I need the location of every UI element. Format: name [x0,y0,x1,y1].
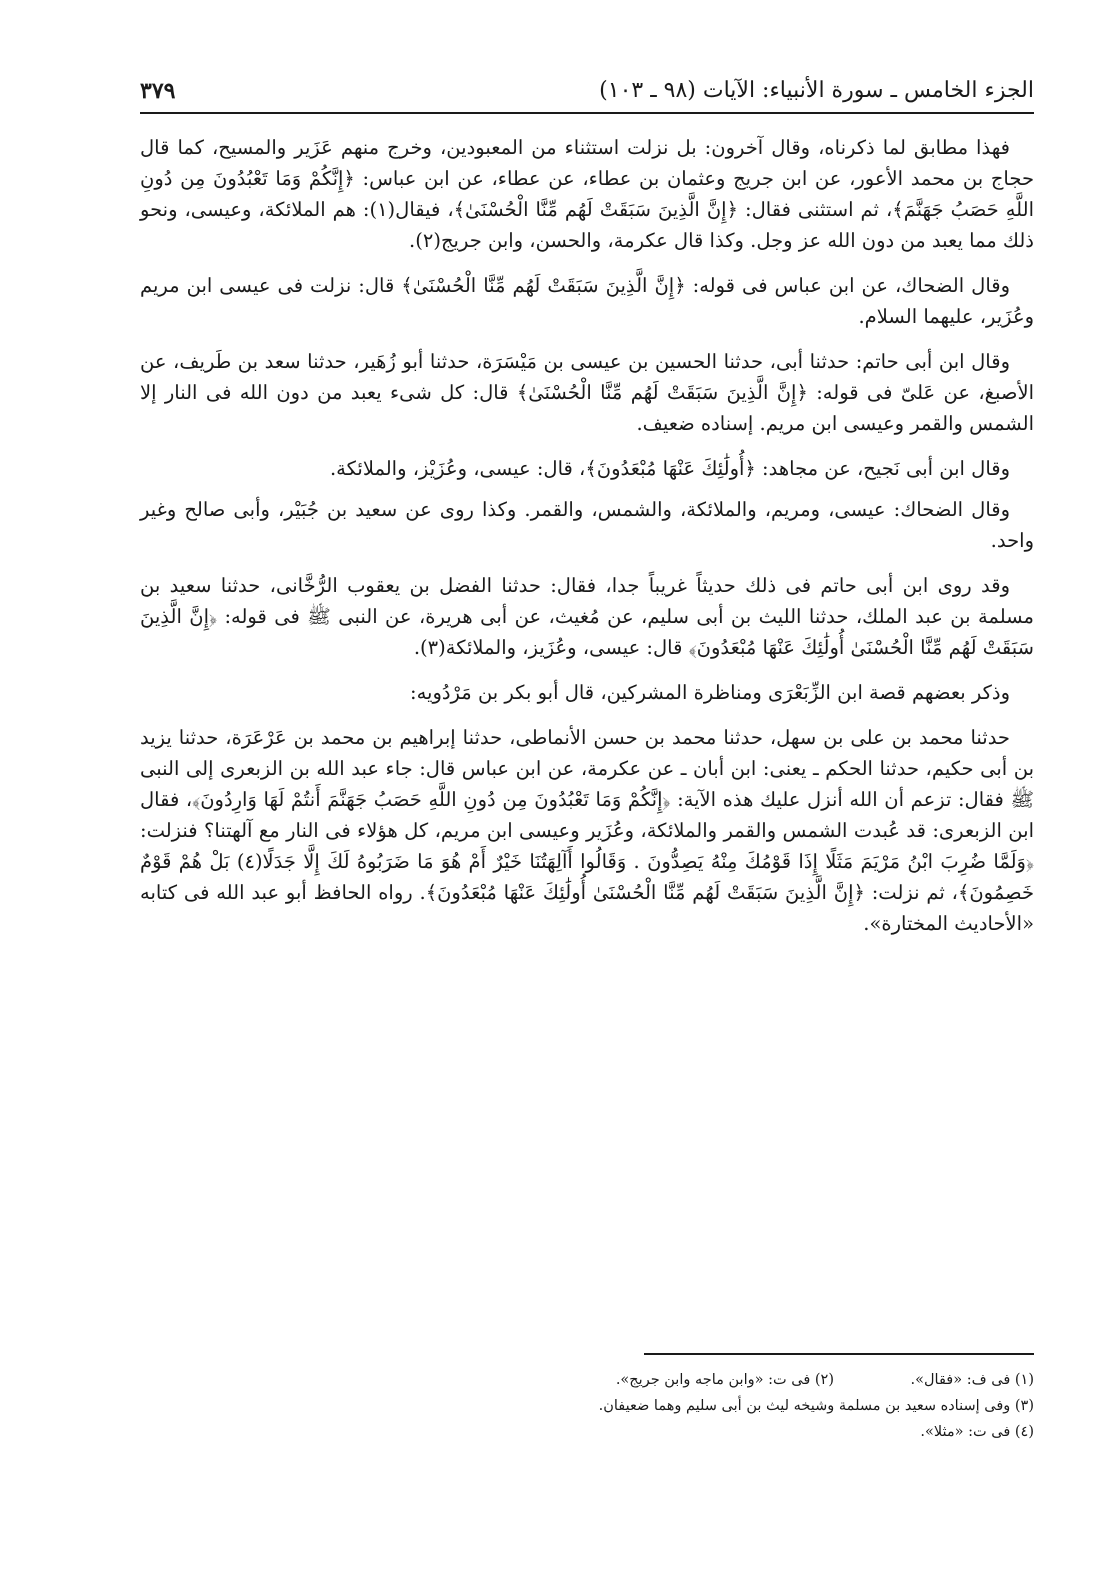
paragraph: حدثنا محمد بن على بن سهل، حدثنا محمد بن حسن الأنماطى، حدثنا إبراهيم بن محمد بن عَرْعَرَة، حدثنا يزيد بن أبى حكيم، حدثنا الحكم ـ يعنى: ابن أبان ـ عن عكرمة، عن ابن عباس قال: جاء عبد الله بن الزبعرى إلى النبى ﷺ فقال: تزعم أن الله أنزل عليك هذه الآية: ﴿إِنَّكُمْ وَمَا تَعْبُدُونَ مِن دُونِ اللَّهِ حَصَبُ جَهَنَّمَ أَنتُمْ لَهَا وَارِدُونَ﴾، فقال ابن الزبعرى: قد عُبدت الشمس والقمر والملائكة، وعُزَير وعيسى ابن مريم، كل هؤلاء فى النار مع آلهتنا؟ فنزلت: ﴿وَلَمَّا ضُرِبَ ابْنُ مَرْيَمَ مَثَلًا إِذَا قَوْمُكَ مِنْهُ يَصِدُّونَ . وَقَالُوا أَآلِهَتُنَا خَيْرٌ أَمْ هُوَ مَا ضَرَبُوهُ لَكَ إِلَّا جَدَلًا(٤) بَلْ هُمْ قَوْمٌ خَصِمُونَ﴾، ثم نزلت: ﴿إِنَّ الَّذِينَ سَبَقَتْ لَهُم مِّنَّا الْحُسْنَىٰ أُولَٰئِكَ عَنْهَا مُبْعَدُونَ﴾. رواه الحافظ أبو عبد الله فى كتابه «الأحاديث المختارة». [140,726,1034,935]
footnotes [140,1353,1034,1445]
header-title: الجزء الخامس ـ سورة الأنبياء: الآيات (٩٨ ـ ١٠٣) [599,78,1034,103]
footnote-divider [644,1353,1034,1355]
footnote-row [140,1367,1034,1393]
main-text [140,132,1034,939]
paragraph: وقال الضحاك، عن ابن عباس فى قوله: ﴿إِنَّ الَّذِينَ سَبَقَتْ لَهُم مِّنَّا الْحُسْنَىٰ﴾ قال: نزلت فى عيسى ابن مريم وعُزَير، عليهما السلام. [140,274,1034,328]
paragraph: وقال ابن أبى حاتم: حدثنا أبى، حدثنا الحسين بن عيسى بن مَيْسَرَة، حدثنا أبو زُهَير، حدثنا سعد بن طَريف، عن الأصبغ، عن عَلىّ فى قوله: ﴿إِنَّ الَّذِينَ سَبَقَتْ لَهُم مِّنَّا الْحُسْنَىٰ﴾ قال: كل شىء يعبد من دون الله فى النار إلا الشمس والقمر وعيسى ابن مريم. إسناده ضعيف. [140,350,1034,435]
footnote-4: (٤) فى ت: «مثلا». [920,1424,1034,1440]
running-header [140,70,1034,114]
footnote-1: (١) فى ف: «فقال». [910,1372,1034,1388]
footnote-3: (٣) وفى إسناده سعيد بن مسلمة وشيخه ليث بن أبى سليم وهما ضعيفان. [598,1398,1034,1414]
paragraph: وقال الضحاك: عيسى، ومريم، والملائكة، والشمس، والقمر. وكذا روى عن سعيد بن جُبَيْر، وأبى صالح وغير واحد. [140,498,1034,552]
paragraph: وذكر بعضهم قصة ابن الزِّبَعْرَى ومناظرة المشركين، قال أبو بكر بن مَرْدُويه: [410,681,1010,704]
paragraph: وقد روى ابن أبى حاتم فى ذلك حديثاً غريباً جدا، فقال: حدثنا الفضل بن يعقوب الرُّخَّانى، حدثنا سعيد بن مسلمة بن عبد الملك، حدثنا الليث بن أبى سليم، عن مُغيث، عن أبى هريرة، عن النبى ﷺ فى قوله: ﴿إِنَّ الَّذِينَ سَبَقَتْ لَهُم مِّنَّا الْحُسْنَىٰ أُولَٰئِكَ عَنْهَا مُبْعَدُونَ﴾ قال: عيسى، وعُزَيز، والملائكة(٣). [140,574,1034,659]
paragraph: وقال ابن أبى نَجيح، عن مجاهد: ﴿أُولَٰئِكَ عَنْهَا مُبْعَدُونَ﴾، قال: عيسى، وعُزَيْز، والملائكة. [329,457,1010,480]
page-number: ٣٧٩ [140,78,176,104]
paragraph: فهذا مطابق لما ذكرناه، وقال آخرون: بل نزلت استثناء من المعبودين، وخرج منهم عَزَير والمسيح، كما قال حجاج بن محمد الأعور، عن ابن جريج وعثمان بن عطاء، عن عطاء، عن ابن عباس: ﴿إِنَّكُمْ وَمَا تَعْبُدُونَ مِن دُونِ اللَّهِ حَصَبُ جَهَنَّمَ﴾، ثم استثنى فقال: ﴿إِنَّ الَّذِينَ سَبَقَتْ لَهُم مِّنَّا الْحُسْنَىٰ﴾، فيقال(١): هم الملائكة، وعيسى، ونحو ذلك مما يعبد من دون الله عز وجل. وكذا قال عكرمة، والحسن، وابن جريج(٢). [140,136,1034,252]
footnote-2: (٢) فى ت: «وابن ماجه وابن جريج». [615,1372,834,1388]
book-page [140,70,1034,1552]
